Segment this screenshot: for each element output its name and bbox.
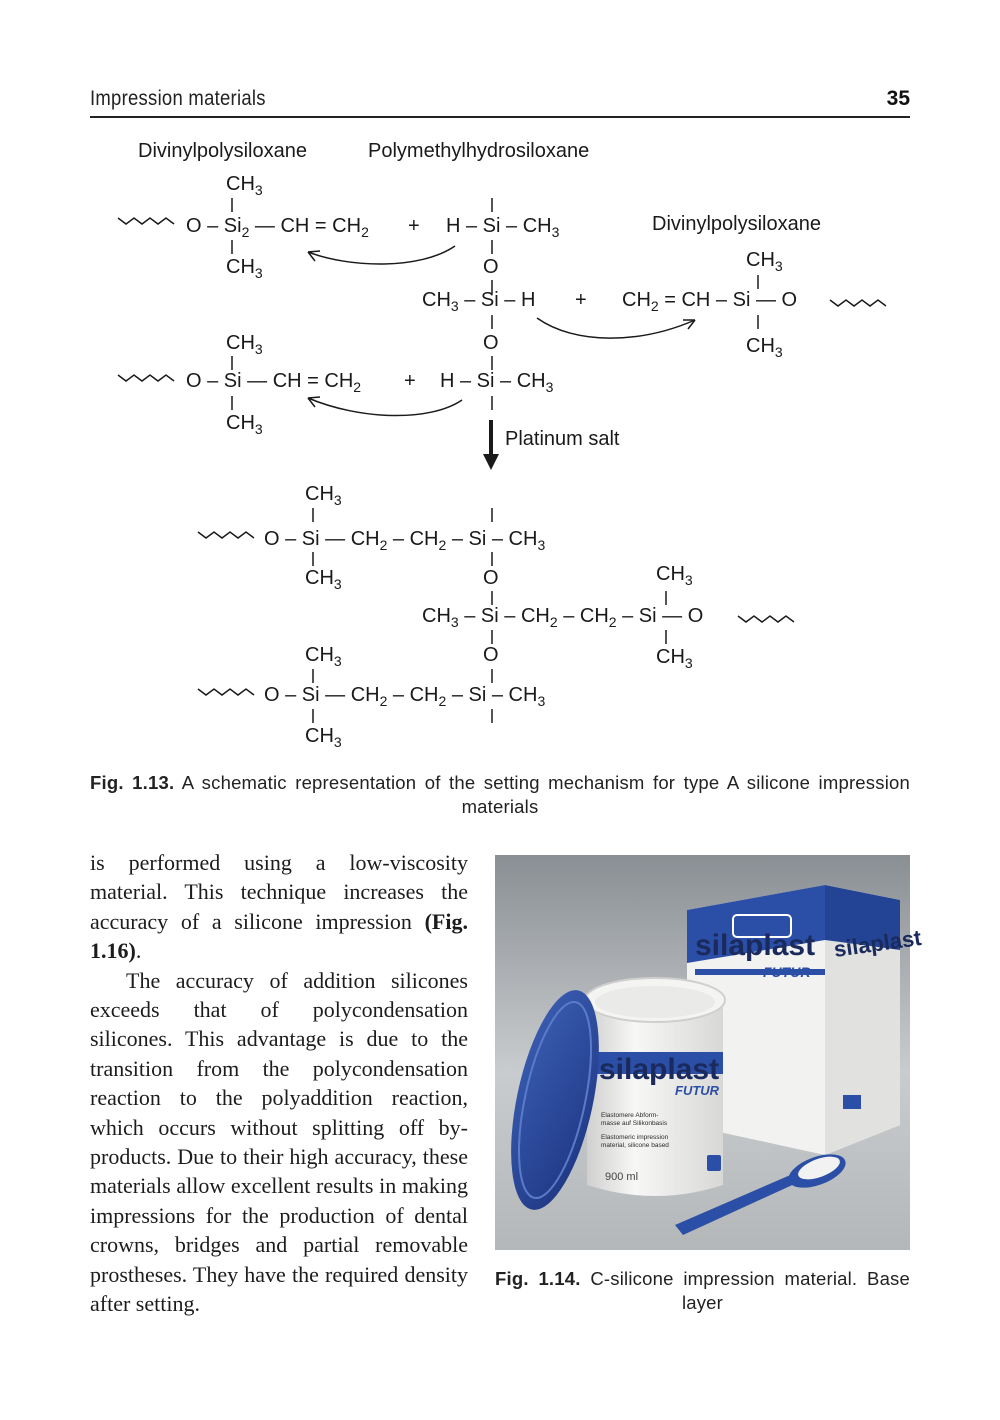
svg-text:CH3: $CH_3$ <box>656 563 693 588</box>
figure-reference: (Fig. 1.16) <box>90 908 468 964</box>
svg-text:CH3: $CH_3$ <box>226 332 263 357</box>
figure-1-14-caption-text: C-silicone impression material. Base layer <box>580 1268 910 1313</box>
figure-1-13-caption-text: A schematic representation of the setting mechanism for type A silicone impression materials <box>174 772 910 817</box>
svg-text:+: + <box>408 215 420 237</box>
molecule-vinyl-bottom <box>118 332 416 437</box>
jar-label-line: Elastomere Abform- <box>601 1112 659 1119</box>
molecule-hydrosiloxane <box>422 198 587 410</box>
svg-text:CH3: $CH_3$ <box>305 725 342 750</box>
svg-text:+: + <box>404 370 416 392</box>
svg-text:CH3: $CH_3$ <box>305 483 342 508</box>
svg-text:CH3 – Si – CH2 – CH2 – Si — O: $CH_3$ – Si – $CH_2 - CH_2$ – Si — O <box>422 605 704 630</box>
paragraph-2: The accuracy of addition silicones exceeds that of polycondensation silicones. This advantage is due to the transition from the polycondensation reaction to the polyaddition reaction, which occurs without splitting off by-products. Due to their high accuracy, these materials allow excellent results in making impressions for the production of dental crowns, bridges and partial removable prostheses. They have the required density after setting. <box>90 967 468 1317</box>
molecule-vinyl-right <box>622 249 886 360</box>
svg-text:O – Si — CH2 – CH2 – Si – CH3: O – Si — $CH_2 - CH_2$ – Si – $CH_3$ <box>264 684 546 709</box>
figure-1-13-label: Fig. 1.13. <box>90 772 175 793</box>
molecule-product <box>198 483 794 750</box>
body-text <box>90 848 468 1319</box>
svg-text:CH2 = CH – Si — O: $CH_2$ = CH – Si — O <box>622 289 798 314</box>
svg-text:H – Si – CH3: H – Si – $CH_3$ <box>446 215 560 240</box>
label-divinylpolysiloxane-1: Divinylpolysiloxane <box>138 140 307 162</box>
svg-text:O – Si — CH = CH2: O – Si — CH = $CH_2$ <box>186 370 362 395</box>
svg-text:CH3: $CH_3$ <box>226 256 263 281</box>
label-platinum-salt: Platinum salt <box>505 428 620 450</box>
svg-text:H – Si – CH3: H – Si – $CH_3$ <box>440 370 554 395</box>
svg-text:CH3: $CH_3$ <box>746 335 783 360</box>
box-brand-text: silaplast <box>695 929 816 962</box>
jar-label-line: Elastomeric impression <box>601 1134 669 1141</box>
figure-1-14-label: Fig. 1.14. <box>495 1268 581 1289</box>
reaction-arrow-1 <box>308 246 455 264</box>
svg-text:CH3: $CH_3$ <box>656 646 693 671</box>
reaction-arrow-2 <box>537 318 695 338</box>
svg-text:CH3: $CH_3$ <box>746 249 783 274</box>
product-photo-illustration <box>495 855 923 1250</box>
jar-sub-text: FUTUR <box>675 1083 720 1098</box>
svg-text:CH3: $CH_3$ <box>305 567 342 592</box>
svg-text:CH3: $CH_3$ <box>226 412 263 437</box>
jar-label-line: masse auf Silikonbasis <box>601 1120 668 1127</box>
running-header-title: Impression materials <box>90 87 266 110</box>
product-photo <box>495 855 923 1250</box>
box-side-brand-text: silaplast <box>832 924 923 962</box>
svg-text:O – Si — CH2 – CH2 – Si – CH3: O – Si — $CH_2 - CH_2$ – Si – $CH_3$ <box>264 528 546 553</box>
jar-volume-label: 900 ml <box>605 1171 639 1183</box>
jar-label-line: material, silicone based <box>601 1142 669 1149</box>
molecule-vinyl-top <box>118 173 420 281</box>
label-divinylpolysiloxane-2: Divinylpolysiloxane <box>652 213 821 235</box>
page-number: 35 <box>886 87 910 110</box>
jar-brand-text: silaplast <box>599 1053 720 1086</box>
svg-text:O – Si2 — CH = CH2: O – $Si_2$ — CH = $CH_2$ <box>186 215 369 240</box>
svg-text:+: + <box>575 289 587 311</box>
paragraph-1 <box>90 848 468 966</box>
svg-text:O: O <box>483 332 499 354</box>
figure-1-14-caption <box>495 1267 910 1315</box>
label-polymethylhydrosiloxane: Polymethylhydrosiloxane <box>368 140 590 162</box>
paragraph-1-text: is performed using a low-viscosity material. This technique increases the accuracy of a silicone impression <box>90 850 468 934</box>
svg-text:CH3: $CH_3$ <box>305 644 342 669</box>
svg-text:O: O <box>483 256 499 278</box>
svg-text:O: O <box>483 644 499 666</box>
reaction-arrow-3 <box>308 398 462 416</box>
svg-text:CH3 – Si – H: $CH_3$ – Si – H <box>422 289 536 314</box>
svg-text:O: O <box>483 567 499 589</box>
figure-1-13-caption <box>90 771 910 819</box>
paragraph-1-end: . <box>135 938 142 964</box>
svg-text:CH3: $CH_3$ <box>226 173 263 198</box>
